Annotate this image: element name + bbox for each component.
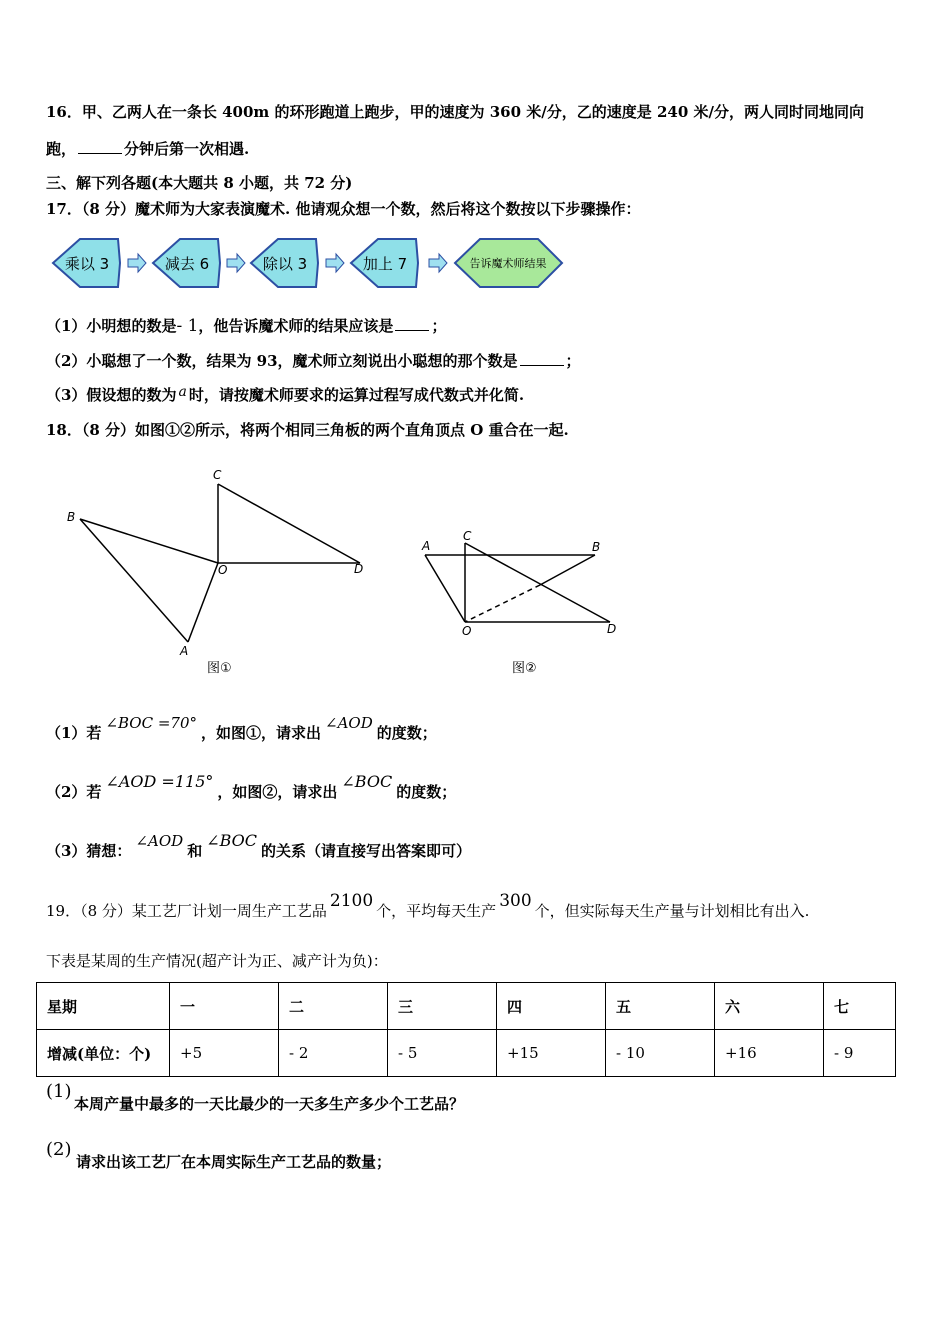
fig1-label-a: A <box>180 644 189 658</box>
q19-part2: 请求出该工艺厂在本周实际生产工艺品的数量； <box>76 1153 392 1171</box>
table-row <box>37 1030 896 1077</box>
fig2-line-b-solid <box>540 555 595 585</box>
q18-p2-mid: ，如图②，请求出 <box>217 783 338 801</box>
q16-line1: 16．甲、乙两人在一条长 400m 的环形跑道上跑步，甲的速度为 360 米/分，乙的速度是 240 米/分，两人同时同地同向 <box>46 103 864 121</box>
table-cell: +5 <box>170 1030 279 1077</box>
q19-intro <box>46 891 810 922</box>
flow-step-1 <box>53 239 120 287</box>
flow-step-4 <box>351 239 418 287</box>
flow-step-2-label: 减去 6 <box>164 255 210 273</box>
q17-flow-diagram <box>50 235 570 291</box>
table-header-cell: 七 <box>824 983 896 1030</box>
q18-p1-mid: ，如图①，请求出 <box>201 724 322 742</box>
q18-p1-math2: ∠AOD <box>325 714 373 732</box>
q19-intro-num1: 2100 <box>329 891 374 911</box>
table-cell: - 2 <box>279 1030 388 1077</box>
fig2-label-a: A <box>422 539 431 553</box>
fig2-caption: 图② <box>512 661 537 676</box>
q17-p1-suffix: ，他告诉魔术师的结果应该是 <box>198 317 394 335</box>
q18-p2-math2: ∠BOC <box>341 772 393 791</box>
q16-answer-blank[interactable] <box>78 139 122 154</box>
fig1-line-ba <box>80 519 188 642</box>
q18-p3-suffix: 的关系（请直接写出答案即可） <box>261 842 472 860</box>
q19-intro-mid: 个，平均每天生产 <box>376 902 497 920</box>
table-header-row <box>37 983 896 1030</box>
q17-p3-suffix: 时，请按魔术师要求的运算过程写成代数式并化简. <box>188 386 525 404</box>
table-row-label: 增减(单位：个) <box>37 1030 170 1077</box>
q18-p1-math: ∠BOC =70° <box>105 714 198 732</box>
q18-figures <box>60 465 640 680</box>
q18-p3-math: ∠AOD <box>135 832 184 850</box>
fig1-label-b: B <box>67 510 76 524</box>
q17-p1-end: ； <box>431 317 447 335</box>
q18-intro: 18．（8 分）如图①②所示，将两个相同三角板的两个直角顶点 O 重合在一起. <box>46 421 569 439</box>
table-header-cell: 二 <box>279 983 388 1030</box>
fig2-label-b: B <box>592 540 601 554</box>
flow-step-3 <box>251 239 318 287</box>
q19-part1: 本周产量中最多的一天比最少的一天多生产多少个工艺品？ <box>74 1095 465 1113</box>
q18-p3-prefix: （3）猜想： <box>46 842 132 860</box>
q17-p2-end: ； <box>565 352 581 370</box>
table-header-cell: 三 <box>388 983 497 1030</box>
flow-arrow-1 <box>128 254 146 272</box>
q19-intro-suffix: 个，但实际每天生产量与计划相比有出入. <box>534 902 810 920</box>
q18-p1-prefix: （1）若 <box>46 724 102 742</box>
q18-p3-and: 和 <box>187 842 203 860</box>
q19-p2-num: (2) <box>46 1139 72 1160</box>
q18-part3 <box>46 831 472 862</box>
q17-p1-value: - 1 <box>176 316 199 336</box>
q16-line2 <box>46 138 249 160</box>
q17-intro: 17．（8 分）魔术师为大家表演魔术. 他请观众想一个数，然后将这个数按以下步骤操作： <box>46 200 641 218</box>
flow-step-3-label: 除以 3 <box>262 255 308 273</box>
q17-p3-prefix: （3）假设想的数为 <box>46 386 177 404</box>
flow-arrow-3 <box>326 254 344 272</box>
fig2-label-d: D <box>607 622 617 636</box>
fig1-label-c: C <box>213 468 222 482</box>
table-cell: - 9 <box>824 1030 896 1077</box>
q19-table-intro: 下表是某周的生产情况(超产计为正、减产计为负)： <box>46 952 388 970</box>
q17-part1 <box>46 315 446 337</box>
flow-step-4-label: 加上 7 <box>362 255 408 273</box>
fig1-line-cd <box>218 484 360 563</box>
flow-arrow-2 <box>227 254 245 272</box>
q18-p2-prefix: （2）若 <box>46 783 102 801</box>
table-header-cell: 星期 <box>37 983 170 1030</box>
q17-p1-prefix: （1）小明想的数是 <box>46 317 177 335</box>
table-cell: +15 <box>497 1030 606 1077</box>
table-header-cell: 五 <box>606 983 715 1030</box>
fig2-label-c: C <box>463 529 472 543</box>
table-header-cell: 六 <box>715 983 824 1030</box>
figure-2 <box>425 543 610 622</box>
table-cell: - 10 <box>606 1030 715 1077</box>
q17-part2 <box>46 350 581 372</box>
q17-part3 <box>46 384 524 407</box>
q17-p2-answer-blank[interactable] <box>520 351 564 366</box>
table-cell: - 5 <box>388 1030 497 1077</box>
fig1-line-oa <box>188 563 218 642</box>
q18-p1-suffix: 的度数； <box>376 724 437 742</box>
q19-intro-prefix: 19．（8 分）某工艺厂计划一周生产工艺品 <box>46 902 327 920</box>
fig2-label-o: O <box>462 624 472 638</box>
q17-p2-prefix: （2）小聪想了一个数，结果为 93，魔术师立刻说出小聪想的那个数是 <box>46 352 518 370</box>
q18-p3-math2: ∠BOC <box>206 831 258 850</box>
fig1-label-o: O <box>218 563 228 577</box>
fig2-line-bo-dashed <box>465 585 540 622</box>
table-cell: +16 <box>715 1030 824 1077</box>
q16-line2-suffix: 分钟后第一次相遇. <box>124 140 250 158</box>
table-header-cell: 四 <box>497 983 606 1030</box>
q18-part1 <box>46 714 437 744</box>
production-table <box>36 982 896 1077</box>
flow-result <box>455 239 562 287</box>
flow-step-1-label: 乘以 3 <box>64 255 110 273</box>
q18-part2 <box>46 772 457 803</box>
flow-result-label: 告诉魔术师结果 <box>469 257 547 270</box>
q19-intro-num2: 300 <box>499 891 532 911</box>
section-3-heading: 三、解下列各题(本大题共 8 小题，共 72 分) <box>46 174 353 192</box>
fig1-label-d: D <box>354 562 364 576</box>
q16-line2-prefix: 跑， <box>46 140 77 158</box>
q18-p2-suffix: 的度数； <box>396 783 457 801</box>
fig1-caption: 图① <box>207 661 232 676</box>
fig1-line-bo <box>80 519 218 563</box>
q17-p1-answer-blank[interactable] <box>395 316 429 331</box>
fig2-line-ao <box>425 555 465 622</box>
q17-p3-var: a <box>178 384 187 400</box>
flow-arrow-4 <box>429 254 447 272</box>
q19-p1-num: (1) <box>46 1081 72 1102</box>
flow-step-2 <box>153 239 220 287</box>
table-header-cell: 一 <box>170 983 279 1030</box>
q18-p2-math: ∠AOD =115° <box>105 772 214 791</box>
